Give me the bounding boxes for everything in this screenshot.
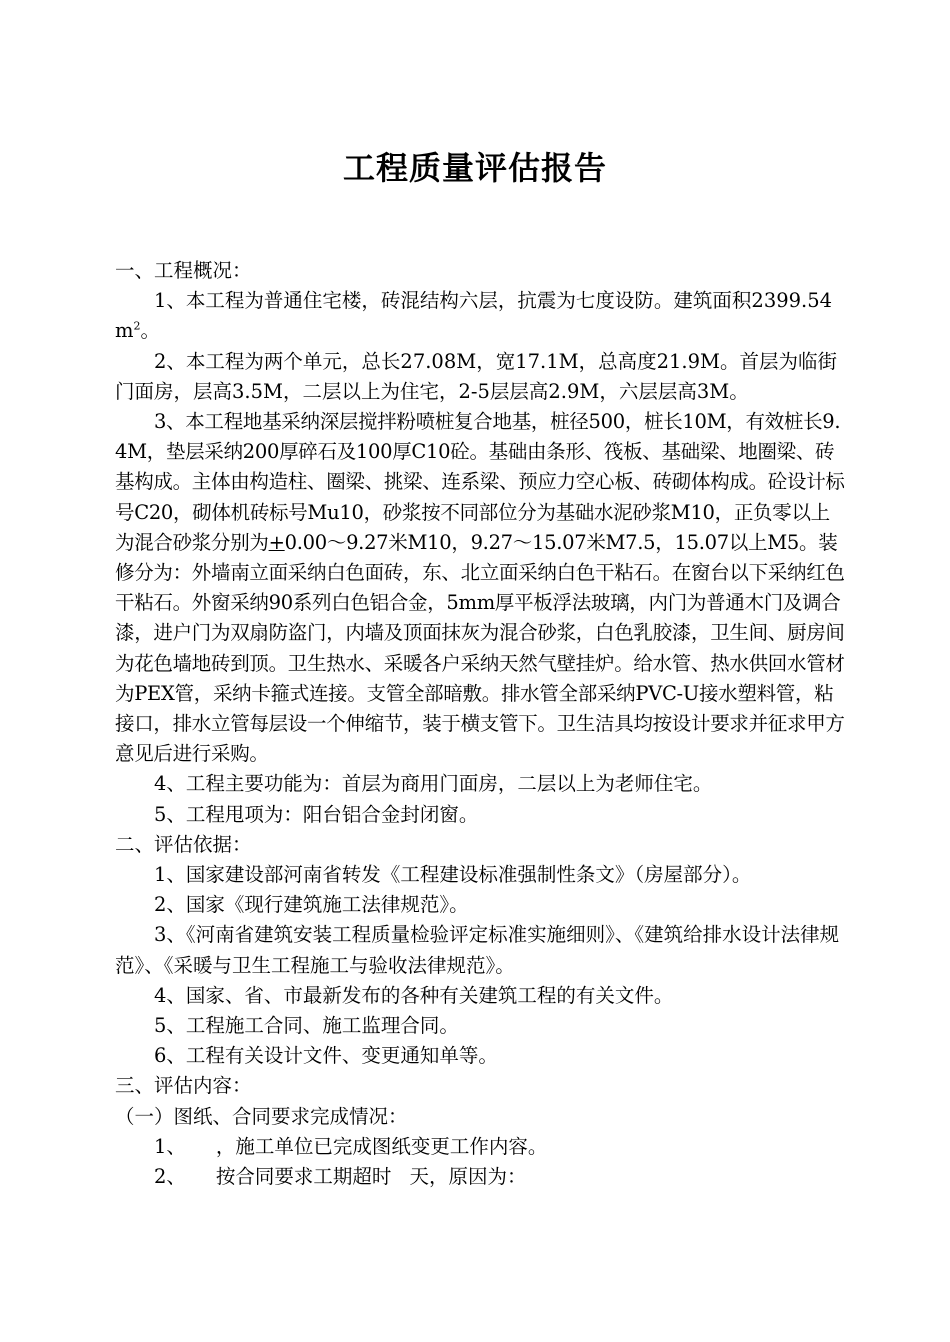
section3-item-1: [115, 1132, 845, 1162]
section3-item-2: [115, 1162, 845, 1192]
section1-p3-text-b: 0.00～9.27米M10，9.27～15.07米M7.5，15.07以上M5。装修分为：外墙南立面采纳白色面砖，东、北立面采纳白色干粘石。在窗台以下采纳红色干粘石。外窗采纳90系列白色铝合金，5mm厚平板浮法玻璃，内门为普通木门及调合漆，进户门为双扇防盗门，内墙及顶面抹灰为混合砂浆，白色乳胶漆，卫生间、厨房间为花色墙地砖到顶。卫生热水、采暖各户采纳天然气壁挂炉。给水管、热水供回水管材为PEX管，采纳卡箍式连接。支管全部暗敷。排水管全部采纳PVC-U接水塑料管，粘接口，排水立管每层设一个伸缩节，装于横支管下。卫生洁具均按设计要求并征求甲方意见后进行采购。: [115, 530, 845, 766]
section3-item-1-number: 1、: [154, 1134, 186, 1158]
section2-heading: 二、评估依据：: [115, 832, 252, 856]
section1-paragraph-2: 2、本工程为两个单元，总长27.08M，宽17.1M，总高度21.9M。首层为临街门面房，层高3.5M，二层以上为住宅，2-5层层高2.9M，六层层高3M。: [115, 349, 837, 403]
section1-paragraph-3: [115, 407, 845, 769]
section1-paragraph-4: 4、工程主要功能为：首层为商用门面房，二层以上为老师住宅。: [154, 772, 713, 796]
section3-item-1-text: ，施工单位已完成图纸变更工作内容。: [215, 1134, 548, 1158]
report-body: [115, 256, 845, 1192]
superscript-2: 2: [133, 319, 141, 333]
section2-item-1: 1、国家建设部河南省转发《工程建设标准强制性条文》（房屋部分）。: [154, 863, 752, 887]
section2-item-3: 3、《河南省建筑安装工程质量检验评定标准实施细则》、《建筑给排水设计法律规范》、《采暖与卫生工程施工与验收法律规范》。: [115, 923, 840, 977]
section1-p1-text: 1、本工程为普通住宅楼，砖混结构六层，抗震为七度设防。建筑面积2399.54m: [115, 289, 833, 343]
section2-item-5: 5、工程施工合同、施工监理合同。: [154, 1014, 459, 1038]
section3-item-2-text-a: 按合同要求工期超时: [215, 1165, 392, 1189]
section3-item-2-text-b: 天，原因为：: [409, 1165, 527, 1189]
section1-heading: 一、工程概况：: [115, 259, 252, 282]
section1-p1-end: 。: [140, 319, 161, 343]
section3-item-2-number: 2、: [154, 1165, 186, 1189]
section3-sub1-heading: （一）图纸、合同要求完成情况：: [115, 1104, 408, 1128]
section2-item-6: 6、工程有关设计文件、变更通知单等。: [154, 1044, 498, 1068]
section2-item-4: 4、国家、省、市最新发布的各种有关建筑工程的有关文件。: [154, 983, 674, 1007]
section1-paragraph-5: 5、工程甩项为：阳台铝合金封闭窗。: [154, 802, 479, 826]
section1-p3-text-a: 3、本工程地基采纳深层搅拌粉喷桩复合地基，桩径500，桩长10M，有效桩长9.4M，垫层采纳200厚碎石及100厚C10砼。基础由条形、筏板、基础梁、地圈梁、砖基构成。主体由构造柱、圈梁、挑梁、连系梁、预应力空心板、砖砌体构成。砼设计标号C20，砌体机砖标号Mu10，砂浆按不同部位分为基础水泥砂浆M10，正负零以上为混合砂浆分别为: [115, 410, 845, 554]
plus-minus-sign: +: [268, 530, 285, 554]
section2-item-2: 2、国家《现行建筑施工法律规范》。: [154, 893, 469, 917]
section1-paragraph-1: [115, 286, 845, 346]
section3-heading: 三、评估内容：: [115, 1074, 252, 1098]
report-title: 工程质量评估报告: [342, 149, 607, 187]
